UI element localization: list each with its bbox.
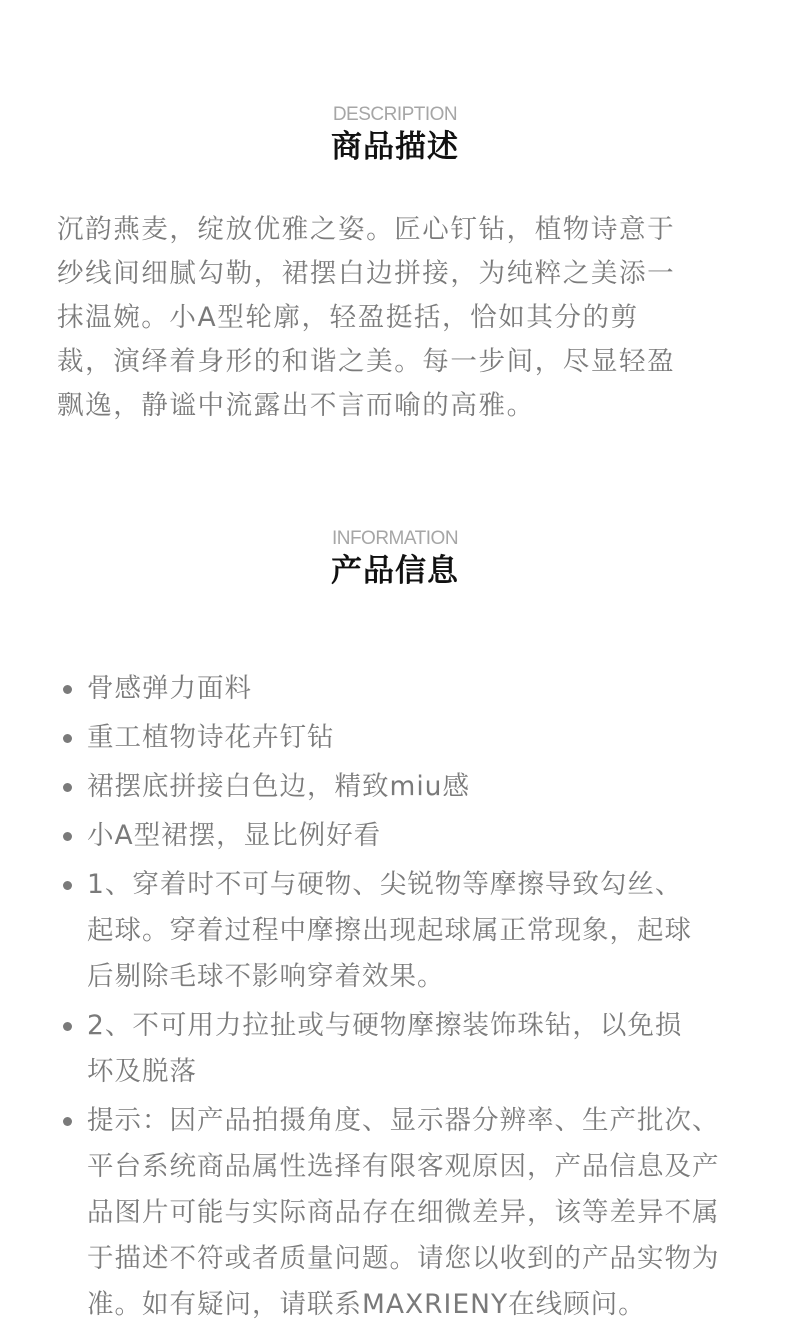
list-item-text: 1、穿着时不可与硬物、尖锐物等摩擦导致勾丝、 <box>87 869 683 900</box>
description-text <box>57 208 735 428</box>
description-line: 裁，演绎着身形的和谐之美。每一步间，尽显轻盈 <box>57 346 676 377</box>
list-item-text: 平台系统商品属性选择有限客观原因，产品信息及产 <box>87 1151 720 1182</box>
list-item <box>57 666 737 712</box>
list-item <box>57 813 737 859</box>
list-item-text: 骨感弹力面料 <box>87 673 252 704</box>
information-header <box>0 527 790 591</box>
list-item-text: 2、不可用力拉扯或与硬物摩擦装饰珠钻，以免损 <box>87 1010 683 1041</box>
list-item-text: 准。如有疑问，请联系MAXRIENY在线顾问。 <box>87 1289 646 1320</box>
bullet-dot-icon <box>63 881 72 890</box>
list-item <box>57 1098 737 1328</box>
list-item-text: 提示：因产品拍摄角度、显示器分辨率、生产批次、 <box>87 1105 720 1136</box>
bullet-dot-icon <box>63 1022 72 1031</box>
list-item-text: 起球。穿着过程中摩擦出现起球属正常现象，起球 <box>87 915 692 946</box>
list-item <box>57 1003 737 1095</box>
list-item-text: 小A型裙摆，显比例好看 <box>87 820 382 851</box>
description-label-en: DESCRIPTION <box>332 104 458 125</box>
bullet-dot-icon <box>63 685 72 694</box>
list-item <box>57 764 737 810</box>
list-item-text: 坏及脱落 <box>87 1056 197 1087</box>
bullet-dot-icon <box>63 832 72 841</box>
description-header <box>0 103 790 167</box>
description-line: 纱线间细腻勾勒，裙摆白边拼接，为纯粹之美添一 <box>57 258 676 289</box>
bullet-dot-icon <box>63 734 72 743</box>
description-line: 抹温婉。小A型轮廓，轻盈挺括，恰如其分的剪 <box>57 302 639 333</box>
information-list <box>57 666 737 1331</box>
list-item-text: 重工植物诗花卉钉钻 <box>87 722 335 753</box>
list-item-text: 后剔除毛球不影响穿着效果。 <box>87 961 445 992</box>
list-item-text: 裙摆底拼接白色边，精致miu感 <box>87 771 470 802</box>
list-item <box>57 715 737 761</box>
description-line: 飘逸，静谧中流露出不言而喻的高雅。 <box>57 390 535 421</box>
list-item-text: 品图片可能与实际商品存在细微差异，该等差异不属 <box>87 1197 720 1228</box>
description-line: 沉韵燕麦，绽放优雅之姿。匠心钉钻，植物诗意于 <box>57 214 676 245</box>
list-item-text: 于描述不符或者质量问题。请您以收到的产品实物为 <box>87 1243 720 1274</box>
information-title: 产品信息 <box>331 553 459 589</box>
list-item <box>57 862 737 1000</box>
description-title: 商品描述 <box>331 129 459 165</box>
bullet-dot-icon <box>63 1117 72 1126</box>
information-label-en: INFORMATION <box>331 528 459 549</box>
bullet-dot-icon <box>63 783 72 792</box>
